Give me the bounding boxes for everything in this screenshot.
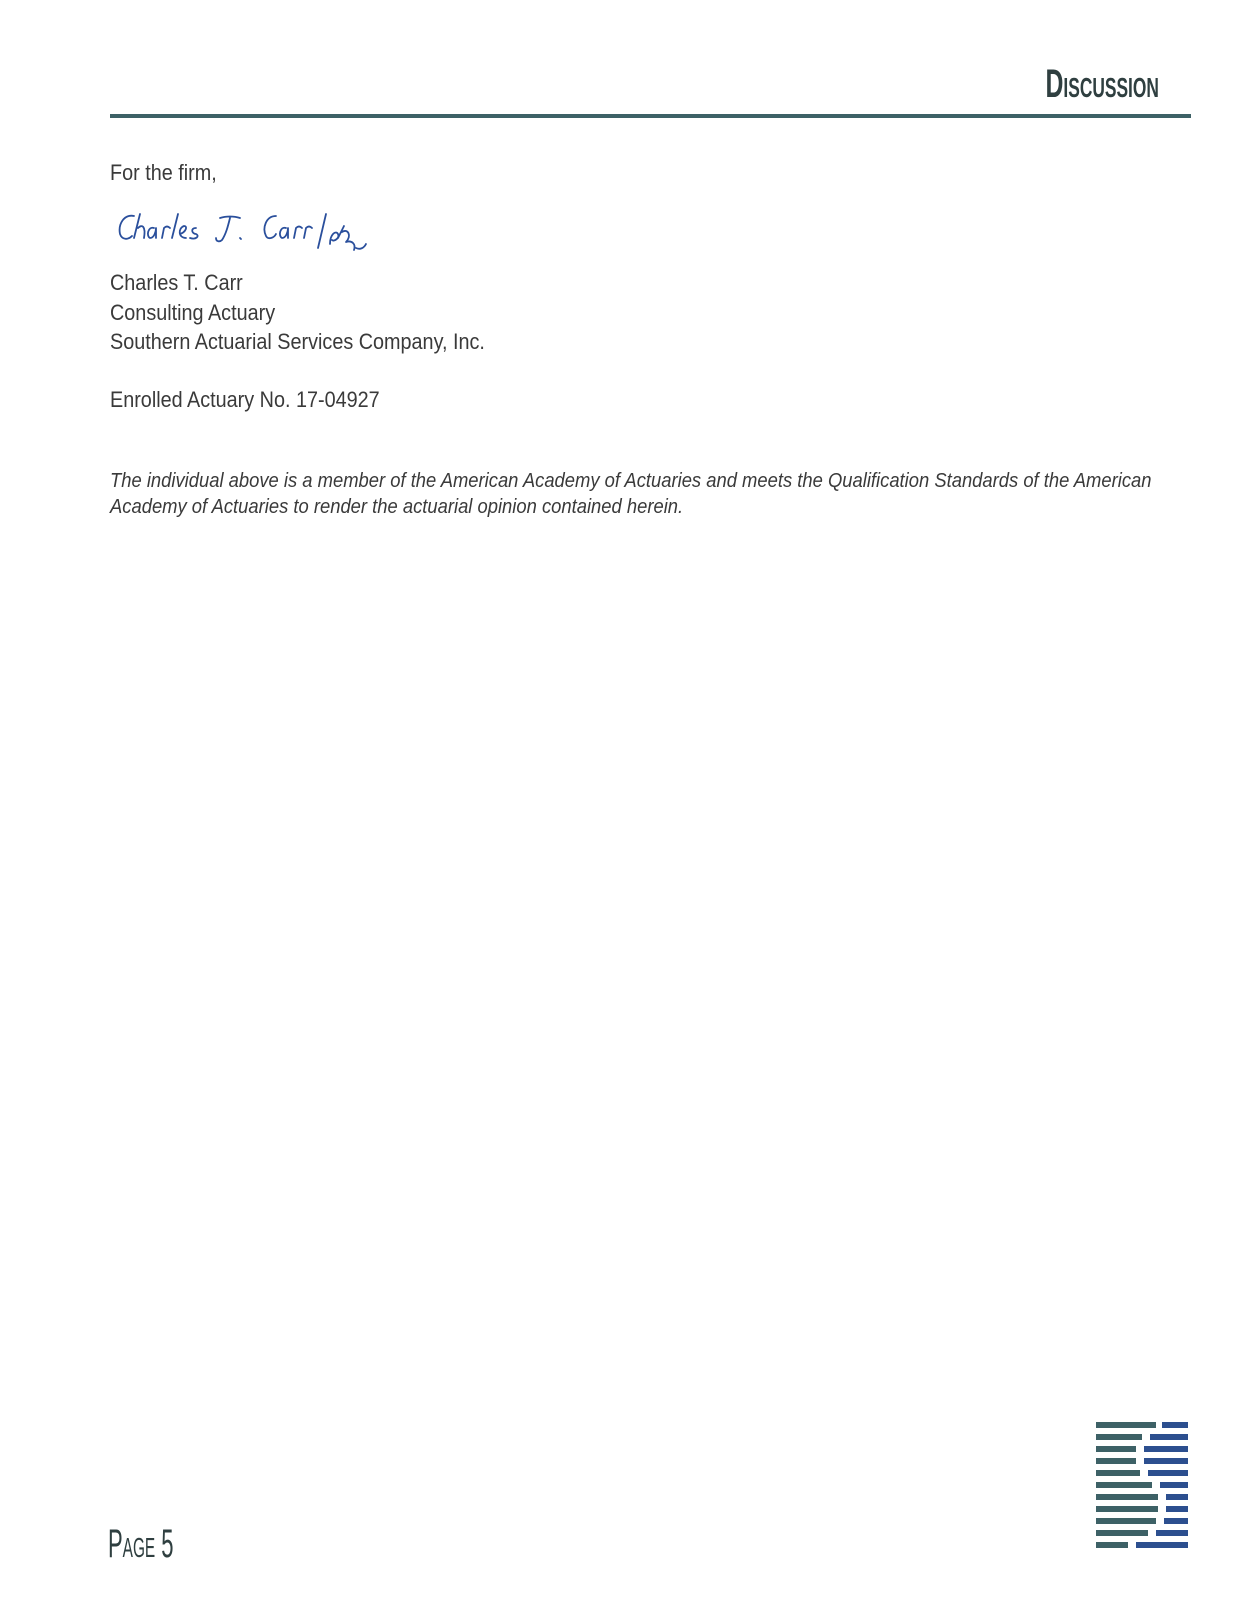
signature	[116, 208, 386, 258]
page-label: Page 5	[108, 1522, 174, 1566]
disclaimer-line-2: Academy of Actuaries to render the actuarial opinion contained herein.	[110, 496, 684, 518]
enrollment-number: Enrolled Actuary No. 17-04927	[110, 387, 380, 412]
salutation: For the firm,	[110, 160, 217, 185]
disclaimer-line-1: The individual above is a member of the American Academy of Actuaries and meets the Qualification Standards of the American	[110, 470, 1152, 492]
header-rule	[110, 114, 1191, 118]
section-title: Discussion	[1045, 62, 1159, 106]
signer-name: Charles T. Carr	[110, 270, 243, 295]
disclaimer	[110, 468, 1191, 520]
company-logo-icon	[1096, 1422, 1188, 1556]
signer-title: Consulting Actuary	[110, 300, 276, 325]
company-name: Southern Actuarial Services Company, Inc.	[110, 329, 485, 354]
